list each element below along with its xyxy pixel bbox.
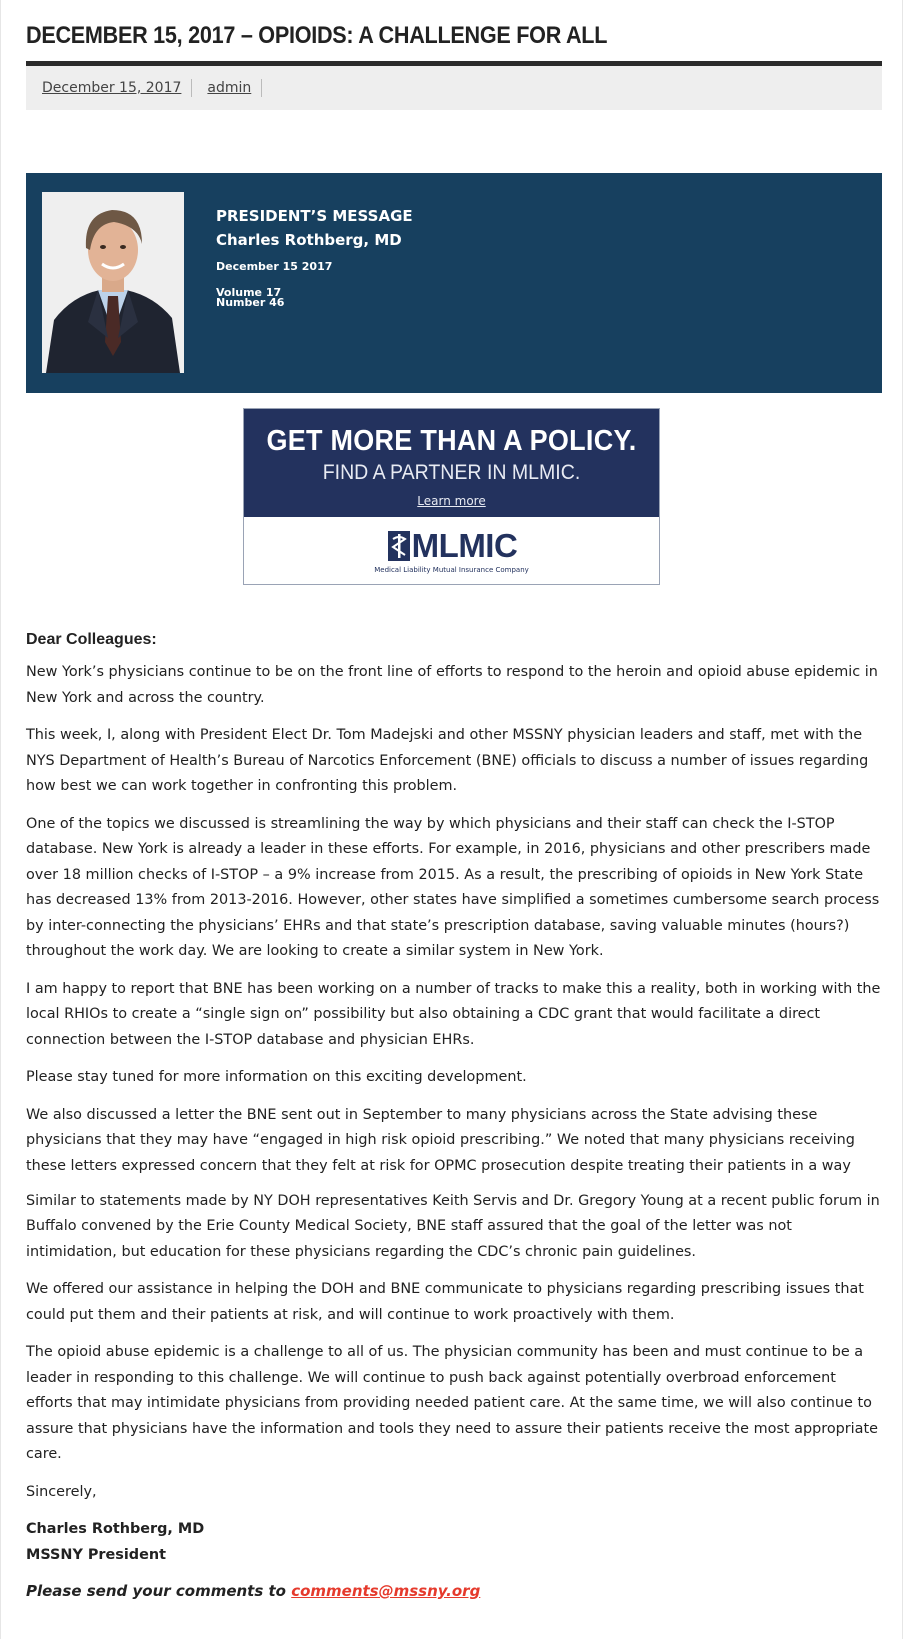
article-paragraph: This week, I, along with President Elect Dr. Tom Madejski and other MSSNY physician leaders and staff, met with the NYS Department of Health’s Bureau of Narcotics Enforcement (BNE) officials to discuss a number of issues regarding how best we can work together in confronting this problem. <box>26 727 869 794</box>
comments-email-link[interactable]: comments@mssny.org <box>291 1582 481 1600</box>
article-paragraph: New York’s physicians continue to be on the front line of efforts to respond to the heroin and opioid abuse epidemic in New York and across the country. <box>26 664 878 706</box>
article-paragraph: The opioid abuse epidemic is a challenge to all of us. The physician community has been and must continue to be a leader in responding to this challenge. We will continue to push back against potentially overbroad enforcement efforts that may intimidate physicians from providing needed patient care. At the same time, we will also continue to assure that physicians have the information and tools they need to assure their patients receive the most appropriate care. <box>26 1344 878 1462</box>
mlmic-logo <box>386 527 518 565</box>
ad-subheadline: FIND A PARTNER IN MLMIC. <box>322 461 581 484</box>
post-date-link[interactable]: December 15, 2017 <box>26 79 192 97</box>
volume-label: Volume 17 <box>216 286 282 299</box>
mlmic-ad-banner[interactable] <box>243 408 660 585</box>
article-paragraph: One of the topics we discussed is streamlining the way by which physicians and their staff can check the I-STOP database. New York is already a leader in these efforts. For example, in 2016, physicians and other prescribers made over 18 million checks of I-STOP – a 9% increase from 2015. As a result, the prescribing of opioids in New York State has decreased 13% from 2013-2016. However, other states have simplified a sometimes cumbersome search process by inter-connecting the physicians’ EHRs and that state’s prescription database, saving valuable minutes (hours?) throughout the work day. We are looking to create a similar system in New York. <box>26 815 880 959</box>
signature-name: Charles Rothberg, MD <box>26 1521 205 1537</box>
president-name: Charles Rothberg, MD <box>216 231 402 249</box>
article-greeting: Dear Colleagues: <box>26 631 157 648</box>
volume-number-block <box>216 288 284 308</box>
comments-request <box>26 1579 882 1605</box>
post-author-link[interactable]: admin <box>192 79 262 97</box>
president-portrait-image <box>42 192 184 373</box>
post-meta-bar <box>26 66 882 110</box>
article-paragraph: I am happy to report that BNE has been working on a number of tracks to make this a reality, both in working with the local RHIOs to create a “single sign on” possibility but also obtaining a CDC grant that would facilitate a direct connection between the I-STOP database and physician EHRs. <box>26 980 881 1048</box>
ad-headline: GET MORE THAN A POLICY. <box>266 425 637 457</box>
ad-learn-more-link[interactable]: Learn more <box>417 494 486 508</box>
comments-prefix: Please send your comments to <box>26 1582 292 1600</box>
ad-logo-tagline: Medical Liability Mutual Insurance Company <box>374 566 529 574</box>
issue-number-label: Number 46 <box>216 296 285 309</box>
article-body <box>26 628 882 1605</box>
signature-title: MSSNY President <box>26 1546 166 1563</box>
caduceus-icon <box>386 529 412 563</box>
article-paragraph: We also discussed a letter the BNE sent out in September to many physicians across the State advising these physicians that they may have “engaged in high risk opioid prescribing.” We noted that many physicians receiving these letters expressed concern that they felt at risk for OPMC prosecution despite treating their patients in a way <box>26 1106 855 1174</box>
article-paragraph: We offered our assistance in helping the DOH and BNE communicate to physicians regarding prescribing issues that could put them and their patients at risk, and will continue to work proactively with them. <box>26 1281 864 1323</box>
ad-top-panel <box>244 409 659 517</box>
president-message-date: December 15 2017 <box>216 260 333 273</box>
president-message-heading: PRESIDENT’S MESSAGE <box>216 207 413 225</box>
president-message-banner <box>26 173 882 393</box>
ad-logo-text: MLMIC <box>411 527 518 564</box>
portrait-illustration <box>42 192 184 373</box>
article-paragraph: Please stay tuned for more information on this exciting development. <box>26 1069 527 1085</box>
post-title: DECEMBER 15, 2017 – OPIOIDS: A CHALLENGE FOR ALL <box>26 22 608 49</box>
ad-logo-area <box>244 517 659 584</box>
article-paragraph: Similar to statements made by NY DOH representatives Keith Servis and Dr. Gregory Young at a recent public forum in Buffalo convened by the Erie County Medical Society, BNE staff assured that the goal of the letter was not intimidation, but education for these physicians regarding the CDC’s chronic pain guidelines. <box>26 1192 880 1260</box>
article-closing: Sincerely, <box>26 1483 97 1500</box>
